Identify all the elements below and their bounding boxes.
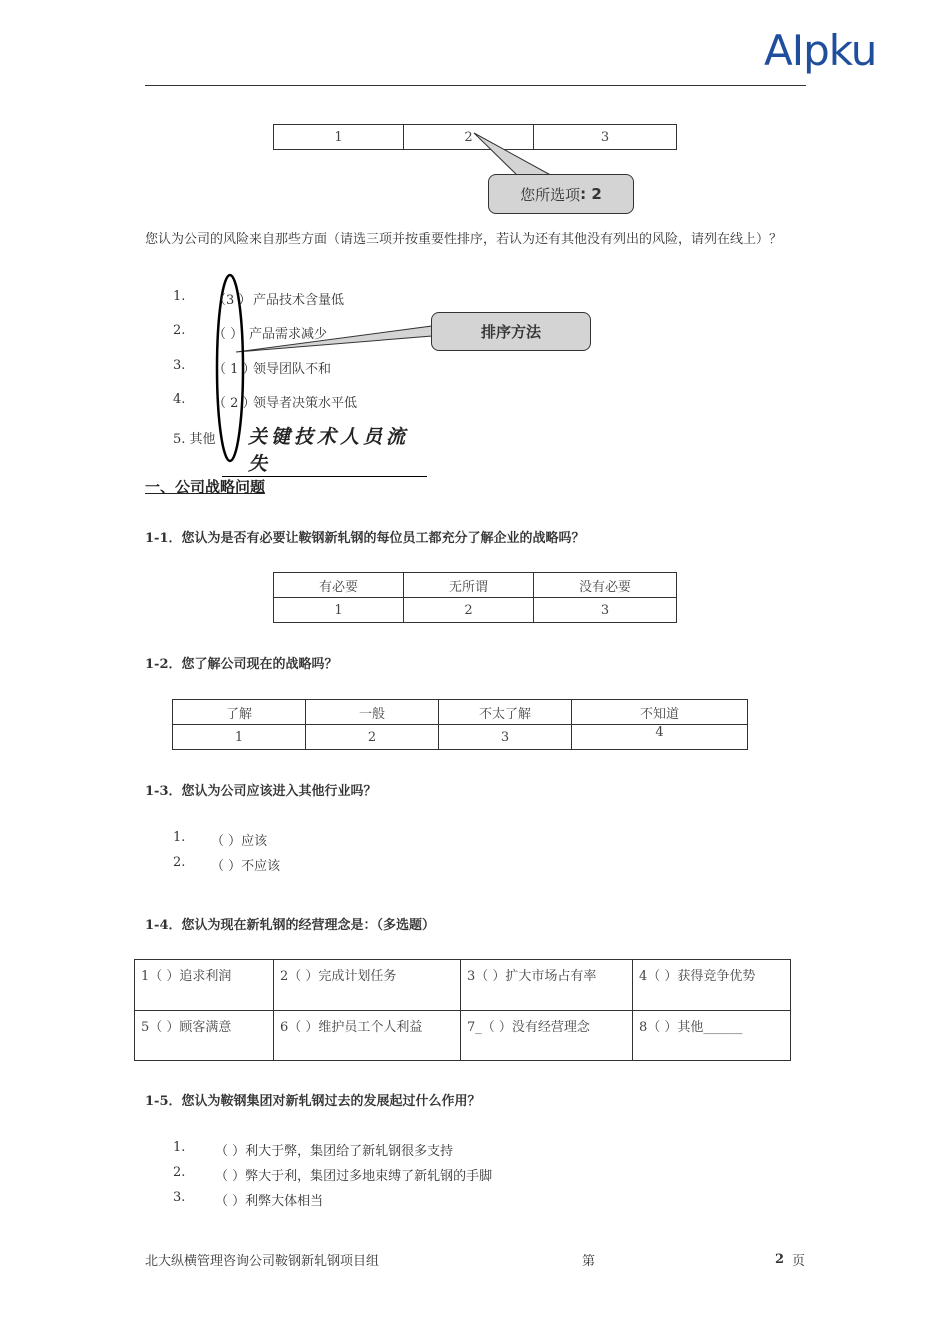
q1-2-value-3: 3 — [439, 725, 572, 750]
q1-3-num-2: 2. — [173, 855, 186, 870]
q1-1-header-3: 没有必要 — [534, 573, 677, 598]
risk-other-label: 5. 其他 — [173, 432, 216, 447]
risk-item-num-3: 3. — [173, 358, 186, 373]
q1-5-option-3: （ ）利弊大体相当 — [215, 1194, 324, 1209]
risk-item-paren-1: （3 ） — [213, 293, 252, 308]
q1-3-option-2: （ ）不应该 — [211, 859, 281, 874]
q1-4-text: 1-4．您认为现在新轧钢的经营理念是：（多选题） — [145, 918, 435, 933]
selection-callout — [488, 174, 634, 214]
q1-5-num-1: 1. — [173, 1140, 186, 1155]
selection-callout-label: 您所选项 — [520, 185, 581, 204]
selection-callout-pointer — [474, 133, 556, 178]
q1-5-num-3: 3. — [173, 1190, 186, 1205]
risk-question-text: 您认为公司的风险来自那些方面（请选三项并按重要性排序，若认为还有其他没有列出的风险，请列在线上）？ — [145, 232, 783, 247]
risk-item-paren-2: （ ） — [213, 327, 244, 342]
risk-item-num-1: 1. — [173, 289, 186, 304]
q1-3-num-1: 1. — [173, 830, 186, 845]
q1-4-option-1: 1（ ）追求利润 — [135, 960, 274, 1011]
risk-item-text-3: 领导团队不和 — [253, 362, 332, 377]
q1-5-option-2: （ ）弊大于利，集团过多地束缚了新轧钢的手脚 — [215, 1169, 493, 1184]
q1-4-option-4: 4（ ）获得竞争优势 — [633, 960, 791, 1011]
q1-1-value-3: 3 — [534, 598, 677, 623]
q1-2-header-3: 不太了解 — [439, 700, 572, 725]
risk-item-text-1: 产品技术含量低 — [253, 293, 345, 308]
q1-1-header-1: 有必要 — [274, 573, 404, 598]
q1-1-table — [273, 572, 677, 623]
q1-2-value-1: 1 — [173, 725, 306, 750]
risk-item-text-4: 领导者决策水平低 — [253, 396, 358, 411]
top-cell-1: 1 — [274, 125, 404, 150]
q1-5-text: 1-5．您认为鞍钢集团对新轧钢过去的发展起过什么作用？ — [145, 1094, 481, 1109]
q1-2-value-2: 2 — [306, 725, 439, 750]
footer-page-prefix: 第 — [582, 1254, 596, 1269]
q1-3-text: 1-3．您认为公司应该进入其他行业吗？ — [145, 784, 377, 799]
q1-2-value-4: 4 — [572, 725, 748, 750]
q1-4-option-5: 5（ ）顾客满意 — [135, 1011, 274, 1061]
q1-4-option-8: 8（ ）其他______ — [633, 1011, 791, 1061]
q1-4-option-2: 2（ ）完成计划任务 — [274, 960, 461, 1011]
q1-1-header-2: 无所谓 — [404, 573, 534, 598]
footer-page-suffix: 页 — [792, 1254, 806, 1269]
risk-item-num-2: 2. — [173, 323, 186, 338]
q1-2-text: 1-2．您了解公司现在的战略吗？ — [145, 657, 338, 672]
q1-2-header-2: 一般 — [306, 700, 439, 725]
footer-page-number: 2 — [775, 1252, 785, 1267]
q1-2-header-1: 了解 — [173, 700, 306, 725]
top-cell-2: 2 — [404, 125, 534, 150]
section-title: 一、公司战略问题 — [145, 478, 266, 496]
top-cell-3: 3 — [534, 125, 677, 150]
risk-item-num-4: 4. — [173, 392, 186, 407]
q1-4-option-3: 3（ ）扩大市场占有率 — [461, 960, 633, 1011]
logo-text: AIpku — [764, 26, 877, 75]
selection-callout-value: : 2 — [580, 185, 602, 203]
q1-4-table — [134, 959, 791, 1061]
q1-1-value-2: 2 — [404, 598, 534, 623]
method-callout: 排序方法 — [431, 312, 591, 351]
q1-4-option-6: 6（ ）维护员工个人利益 — [274, 1011, 461, 1061]
q1-2-table — [172, 699, 748, 750]
risk-item-paren-3: （ 1 ） — [213, 362, 256, 377]
risk-item-text-2: 产品需求减少 — [249, 327, 328, 342]
q1-5-option-1: （ ）利大于弊，集团给了新轧钢很多支持 — [215, 1144, 454, 1159]
q1-1-value-1: 1 — [274, 598, 404, 623]
q1-1-text: 1-1．您认为是否有必要让鞍钢新轧钢的每位员工都充分了解企业的战略吗？ — [145, 531, 585, 546]
footer-org: 北大纵横管理咨询公司鞍钢新轧钢项目组 — [145, 1254, 380, 1269]
q1-5-num-2: 2. — [173, 1165, 186, 1180]
risk-item-paren-4: （ 2 ） — [213, 396, 256, 411]
risk-other-answer: 关键技术人员流失 — [222, 422, 427, 477]
q1-3-option-1: （ ）应该 — [211, 834, 268, 849]
q1-4-option-7: 7_（ ）没有经营理念 — [461, 1011, 633, 1061]
q1-2-header-4: 不知道 — [572, 700, 748, 725]
